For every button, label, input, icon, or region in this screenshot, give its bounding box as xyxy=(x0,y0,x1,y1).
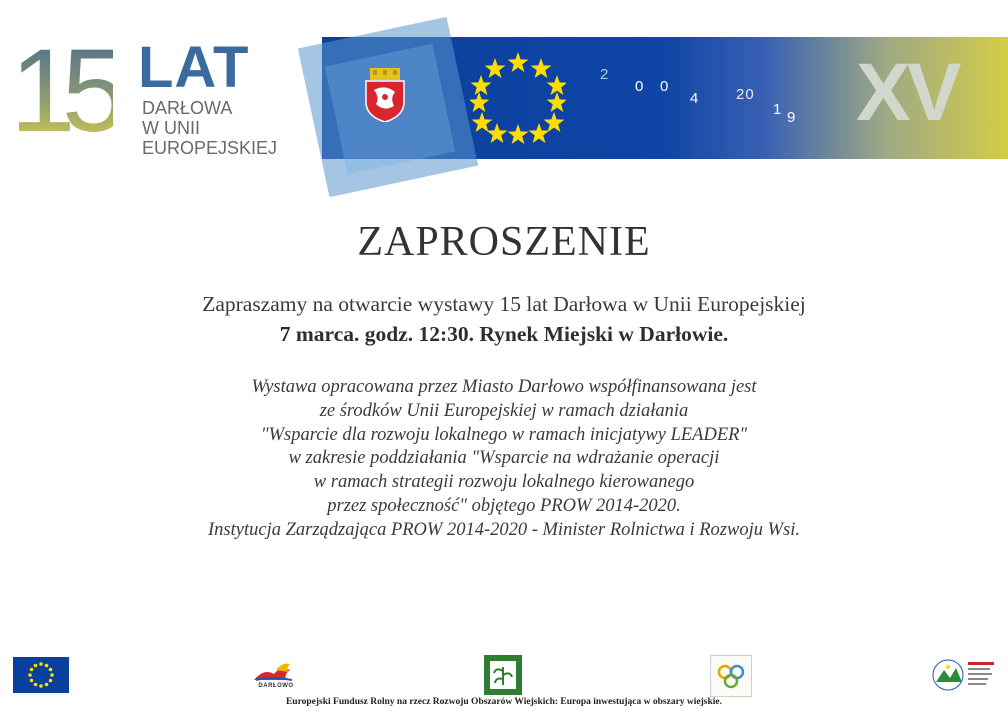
logo-number: 15 xyxy=(10,25,114,157)
year-digit: 2 xyxy=(600,66,610,83)
darlowo-logo-icon xyxy=(250,658,300,700)
exhibition-description xyxy=(0,376,1008,543)
local-action-group-logo-icon xyxy=(710,655,752,697)
description-line: przez społeczność" objętego PROW 2014-2020. xyxy=(327,495,681,516)
year-digit: 20 xyxy=(736,86,755,103)
year-digit: 1 xyxy=(773,101,783,118)
year-digit: 0 xyxy=(660,78,670,95)
roman-numeral: XV xyxy=(856,47,958,138)
invitation-lead: Zapraszamy na otwarcie wystawy 15 lat Darłowa w Unii Europejskiej xyxy=(202,292,806,316)
footer-funding-note: Europejski Fundusz Rolny na rzecz Rozwoju Obszarów Wiejskich: Europa inwestująca w obszary wiejskie. xyxy=(285,697,723,707)
page-title: ZAPROSZENIE xyxy=(357,219,651,265)
year-digit: 0 xyxy=(635,78,645,95)
logo-line-3: EUROPEJSKIEJ xyxy=(142,138,278,158)
description-line: Instytucja Zarządzająca PROW 2014-2020 - Minister Rolnictwa i Rozwoju Wsi. xyxy=(208,519,800,540)
eu-stars-icon xyxy=(470,50,566,146)
leader-logo-icon xyxy=(484,655,522,695)
logo-line-1: DARŁOWA xyxy=(142,98,233,118)
prow-logo-icon xyxy=(930,656,996,694)
description-line: ze środków Unii Europejskiej w ramach działania xyxy=(319,400,689,421)
description-line: "Wsparcie dla rozwoju lokalnego w ramach inicjatywy LEADER" xyxy=(260,424,748,445)
logo-subtitle xyxy=(142,98,277,158)
description-line: w ramach strategii rozwoju lokalnego kierowanego xyxy=(313,472,695,493)
year-digit: 9 xyxy=(787,109,797,126)
logo-line-2: W UNII xyxy=(142,118,200,138)
eu-flag-icon xyxy=(13,657,69,693)
description-line: w zakresie poddziałania "Wsparcie na wdrażanie operacji xyxy=(288,448,720,469)
darlowo-label: DARŁOWO xyxy=(258,683,294,689)
logo-word: LAT xyxy=(138,35,250,100)
anniversary-logo xyxy=(10,25,280,161)
description-line: Wystawa opracowana przez Miasto Darłowo współfinansowana jest xyxy=(251,377,757,397)
city-crest-icon xyxy=(364,68,406,122)
year-digit: 4 xyxy=(690,90,700,107)
event-date: 7 marca. godz. 12:30. Rynek Miejski w Darłowie. xyxy=(279,322,729,346)
